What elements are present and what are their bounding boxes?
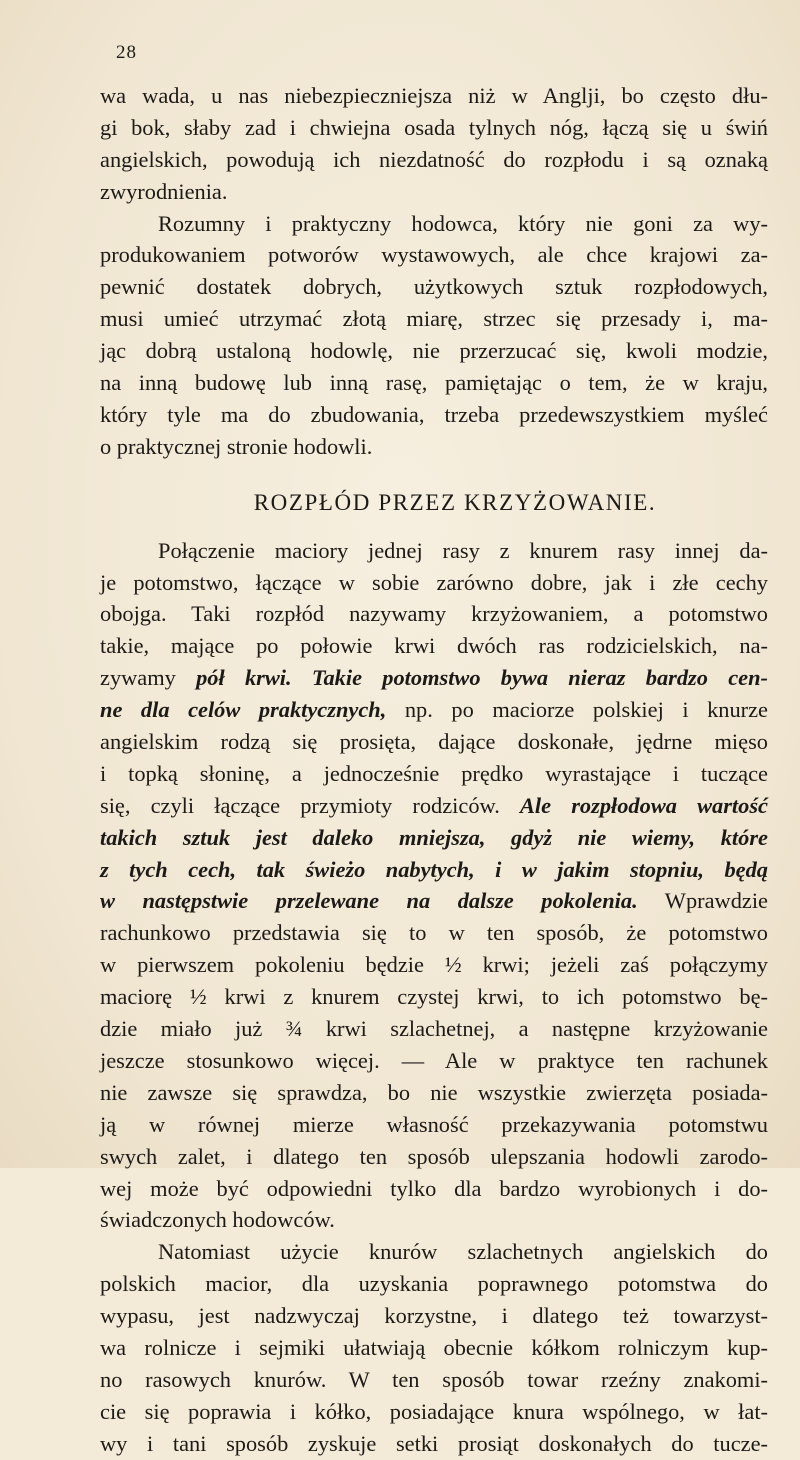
- italic-segment: z tych cech, tak świeżo nabytych, i w jakim stopniu, będą: [100, 856, 768, 882]
- line-segment: jeszcze stosunkowo więcej. — Ale w praktyce ten rachunek: [100, 1047, 768, 1073]
- line-segment: angielskim rodzą się prosięta, dające doskonałe, jędrne mięso: [100, 729, 768, 755]
- text-line: cie się poprawia i kółko, posiadające knura wspólnego, w łat-: [100, 1398, 768, 1424]
- text-line: o praktycznej stronie hodowli.: [100, 433, 373, 459]
- text-line: [100, 1109, 768, 1141]
- text-line: Rozumny i praktyczny hodowca, który nie goni za wy-: [158, 210, 768, 236]
- italic-segment: w następstwie przelewane na dalsze pokolenia.: [100, 888, 638, 914]
- line-segment: w pierwszem pokoleniu będzie ½ krwi; jeżeli zaś połączymy: [100, 952, 768, 978]
- line-segment: wej może być odpowiedni tylko dla bardzo wyrobionych i do-: [100, 1175, 768, 1201]
- text-line: [100, 949, 768, 981]
- italic-segment: takich sztuk jest daleko mniejsza, gdyż nie wiemy, które: [100, 824, 768, 850]
- text-line: na inną budowę lub inną rasę, pamiętając o tem, że w kraju,: [100, 370, 768, 396]
- line-segment: Wprawdzie: [637, 888, 768, 914]
- text-line: angielskich, powodują ich niezdatność do rozpłodu i są oznaką: [100, 146, 768, 172]
- line-segment: np. po maciorze polskiej i knurze: [386, 697, 768, 723]
- text-line: [100, 1173, 768, 1205]
- line-segment: obojga. Taki rozpłód nazywamy krzyżowaniem, a potomstwo: [100, 601, 768, 627]
- text-line: [100, 1013, 768, 1045]
- line-segment: się, czyli łączące przymioty rodziców.: [100, 792, 520, 818]
- italic-segment: pół krwi. Takie potomstwo bywa nieraz bardzo cen-: [196, 665, 768, 691]
- text-line: który tyle ma do zbudowania, trzeba przedewszystkiem myśleć: [100, 401, 768, 427]
- text-line: wy i tani sposób zyskuje setki prosiąt doskonałych do tucze-: [100, 1430, 768, 1456]
- line-segment: dzie miało już ¾ krwi szlachetnej, a następne krzyżowanie: [100, 1016, 768, 1042]
- line-segment: je potomstwo, łączące w sobie zarówno dobre, jak i złe cechy: [100, 569, 768, 595]
- text-line: zwyrodnienia.: [100, 178, 228, 204]
- text-line: [100, 854, 768, 886]
- paragraph: [100, 1236, 768, 1459]
- text-line: [100, 1204, 768, 1236]
- text-line: pewnić dostatek dobrych, użytkowych sztuk rozpłodowych,: [100, 274, 768, 300]
- text-line: wa wada, u nas niebezpieczniejsza niż w Anglji, bo często dłu-: [100, 83, 768, 108]
- text-line: polskich macior, dla uzyskania poprawnego potomstwa do: [100, 1271, 768, 1297]
- text-line: no rasowych knurów. W ten sposób towar rzeźny znakomi-: [100, 1366, 768, 1392]
- italic-segment: Ale rozpłodowa wartość: [519, 792, 768, 818]
- line-segment: świadczonych hodowców.: [100, 1207, 335, 1233]
- text-line: jąc dobrą ustaloną hodowlę, nie przerzucać się, kwoli modzie,: [100, 338, 768, 364]
- paragraph: [100, 208, 768, 463]
- line-segment: zywamy: [100, 665, 197, 691]
- section-heading: ROZPŁÓD PRZEZ KRZYŻOWANIE.: [253, 489, 657, 515]
- text-line: wa rolnicze i sejmiki ułatwiają obecnie kółkom rolniczym kup-: [100, 1334, 768, 1360]
- paragraph: [100, 535, 768, 1237]
- line-segment: Połączenie maciory jednej rasy z knurem rasy innej da-: [158, 537, 768, 563]
- italic-segment: ne dla celów praktycznych,: [100, 697, 387, 723]
- text-line: [100, 790, 768, 822]
- text-line: [100, 598, 768, 630]
- text-line: [100, 694, 768, 726]
- text-line: [100, 630, 768, 662]
- text-line: [100, 567, 768, 599]
- line-segment: ją w równej mierze własność przekazywania potomstwu: [100, 1111, 768, 1137]
- text-line: Natomiast użycie knurów szlachetnych angielskich do: [158, 1239, 768, 1265]
- text-line: wypasu, jest nadzwyczaj korzystne, i dlatego też towarzyst-: [100, 1303, 768, 1329]
- line-segment: nie zawsze się sprawdza, bo nie wszystkie zwierzęta posiada-: [100, 1079, 768, 1105]
- line-segment: rachunkowo przedstawia się to w ten sposób, że potomstwo: [100, 920, 768, 946]
- page-text: [100, 80, 768, 1460]
- text-line: [100, 1077, 768, 1109]
- line-segment: maciorę ½ krwi z knurem czystej krwi, to ich potomstwo bę-: [100, 984, 768, 1010]
- text-line: musi umieć utrzymać złotą miarę, strzec się przesady i, ma-: [100, 306, 768, 332]
- paragraph: [100, 80, 768, 208]
- text-line: [100, 662, 768, 694]
- text-line: [100, 758, 768, 790]
- page-number: 28: [116, 42, 137, 63]
- text-line: [100, 981, 768, 1013]
- line-segment: swych zalet, i dlatego ten sposób ulepszania hodowli zarodo-: [100, 1143, 768, 1169]
- text-line: produkowaniem potworów wystawowych, ale chce krajowi za-: [100, 242, 768, 268]
- text-line: [100, 917, 768, 949]
- text-line: [100, 535, 768, 567]
- line-segment: i topką słoninę, a jednocześnie prędko wyrastające i tuczące: [100, 760, 768, 786]
- text-line: gi bok, słaby zad i chwiejna osada tylnych nóg, łączą się u świń: [100, 114, 768, 140]
- text-line: [100, 822, 768, 854]
- text-line: [100, 726, 768, 758]
- line-segment: takie, mające po połowie krwi dwóch ras rodzicielskich, na-: [100, 633, 768, 659]
- text-line: [100, 885, 768, 917]
- text-line: [100, 1045, 768, 1077]
